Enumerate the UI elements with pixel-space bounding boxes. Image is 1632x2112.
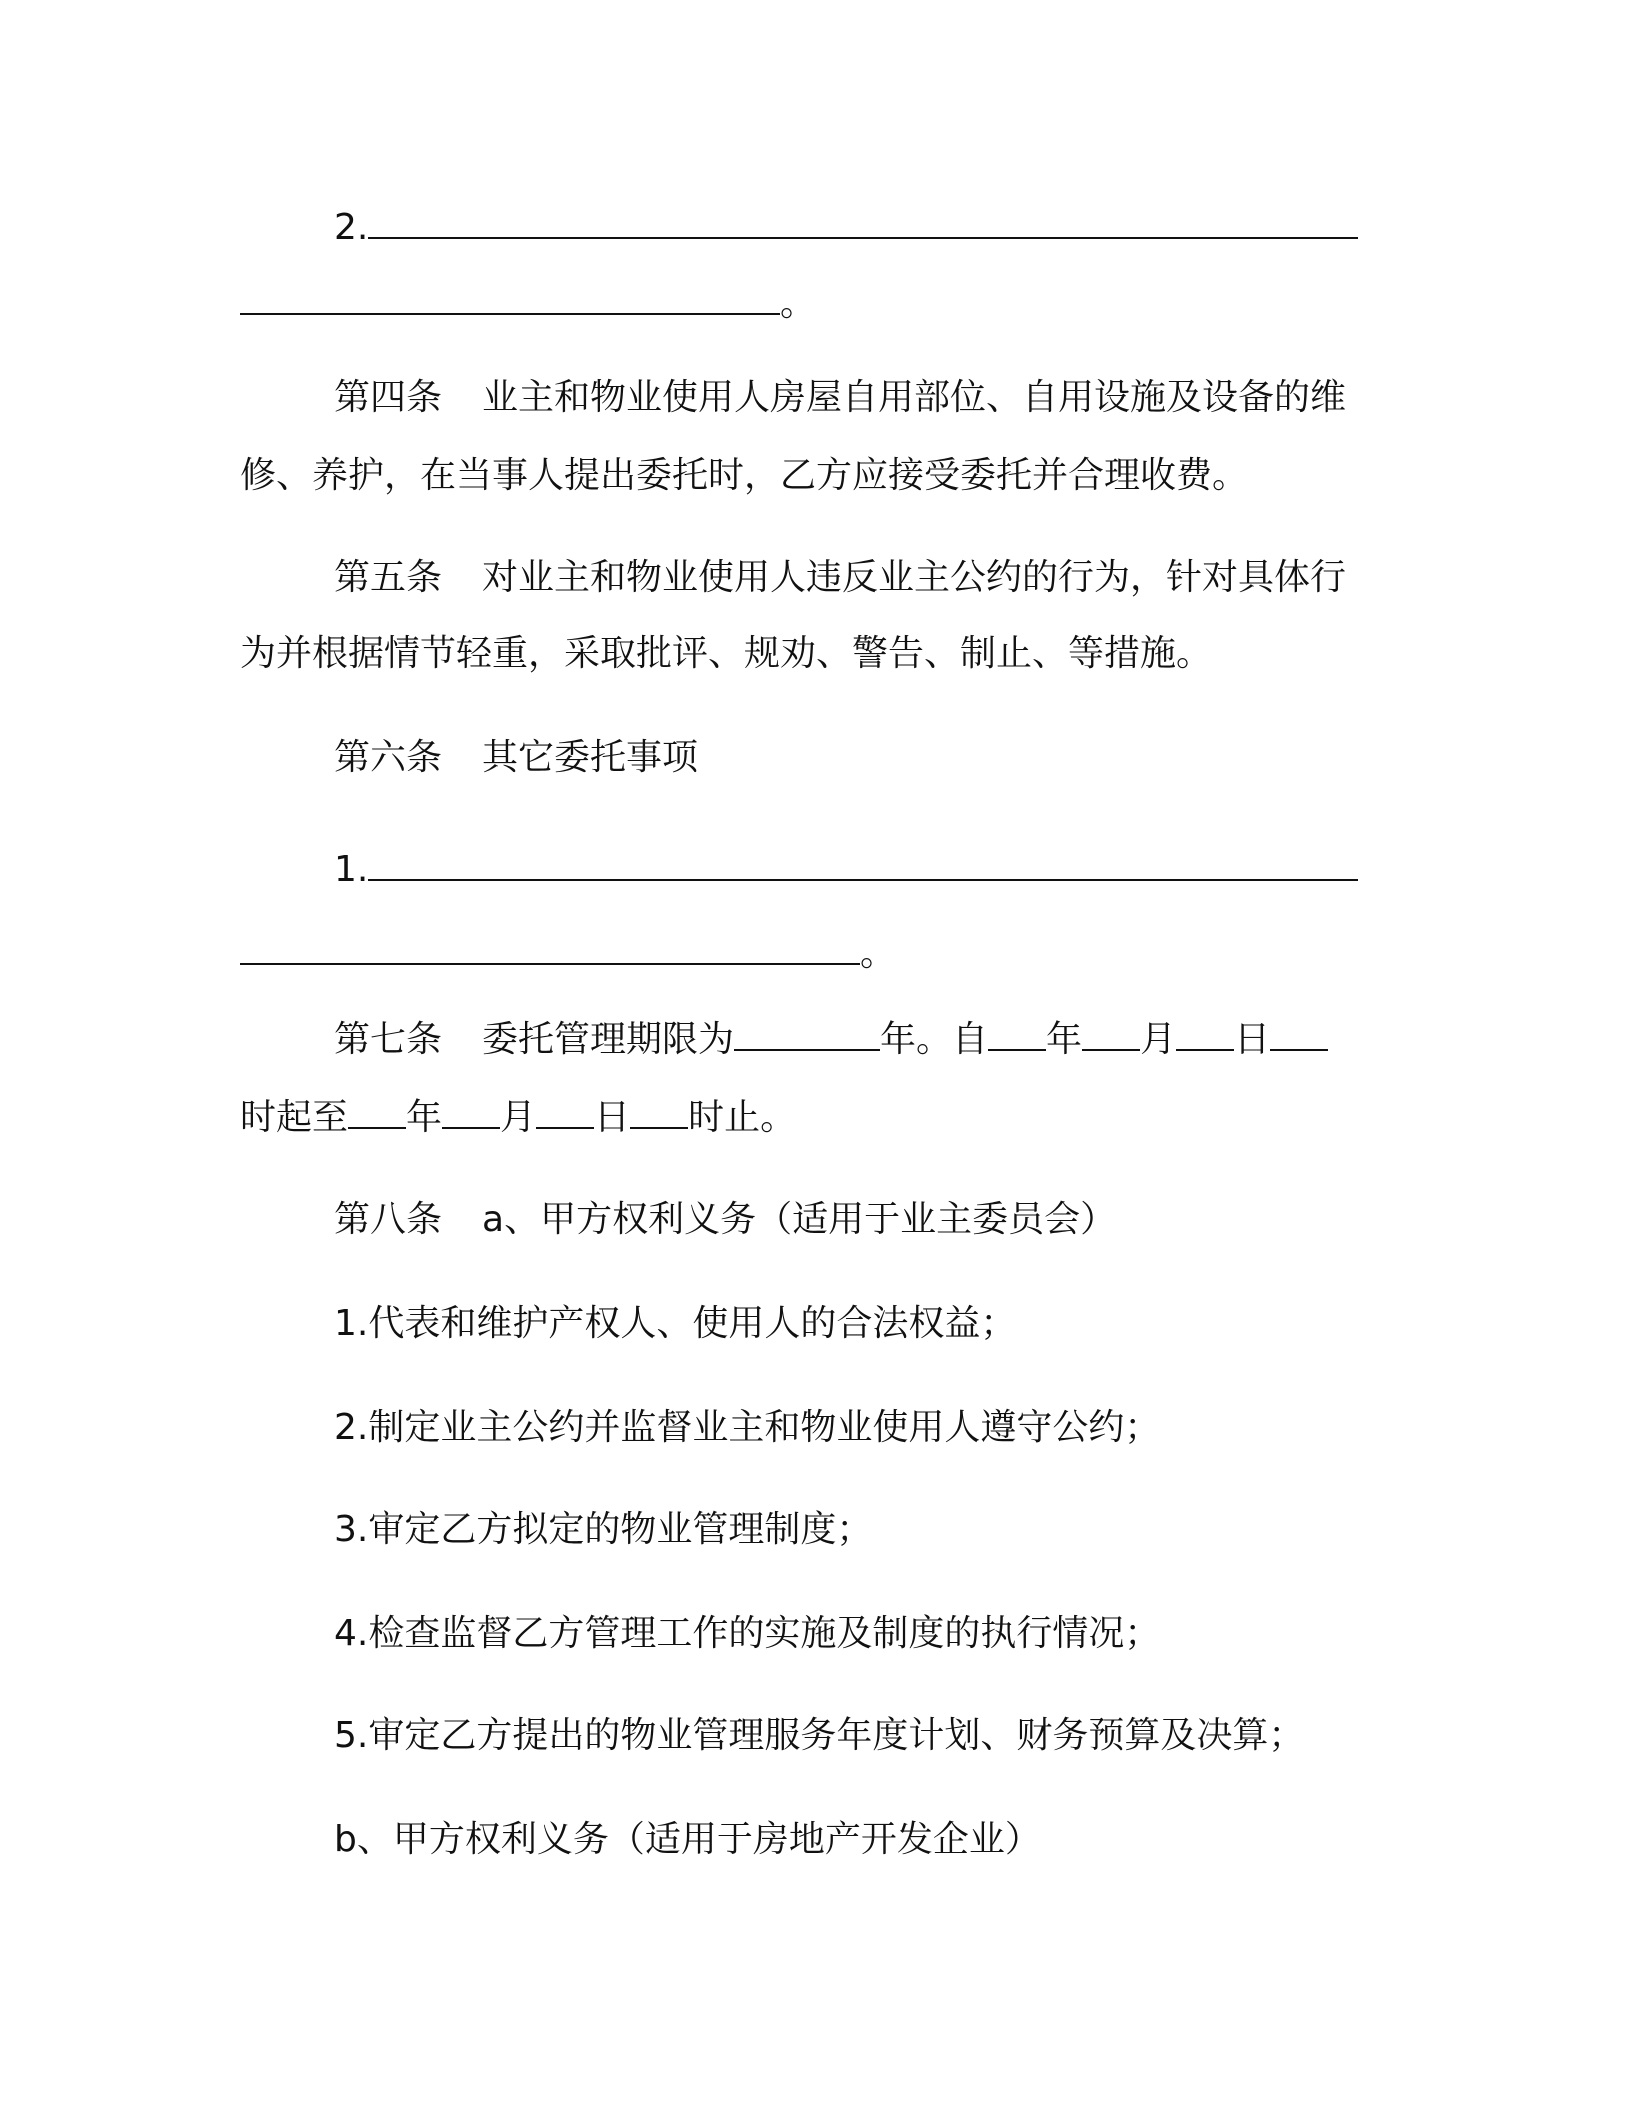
blank-field[interactable] [368, 211, 1358, 239]
article-8-item [334, 1714, 1380, 1758]
blank-field[interactable] [1270, 1023, 1328, 1051]
article-7-day1: 日 [1234, 1019, 1271, 1060]
article-7-year1: 年。自 [880, 1019, 989, 1060]
article-8-item [334, 1508, 1380, 1552]
article-8-line [334, 1198, 1380, 1242]
blank-field[interactable] [240, 287, 780, 315]
article-7-hour-to: 时止。 [688, 1097, 797, 1138]
article-8-item [334, 1406, 1380, 1450]
list-item: 2.制定业主公约并监督业主和物业使用人遵守公约； [334, 1407, 1161, 1448]
item-2-number: 2. [334, 207, 369, 248]
article-7-month2: 月 [500, 1097, 537, 1138]
article-7-year3: 年 [406, 1097, 443, 1138]
article-5-text1: 对业主和物业使用人违反业主公约的行为，针对具体行 [482, 557, 1347, 598]
item-6-1-end: 。 [860, 933, 897, 974]
blank-field[interactable] [536, 1101, 594, 1129]
article-8-title: 第八条 [334, 1199, 443, 1240]
article-8-item [334, 1612, 1380, 1656]
article-8-heading-b: b、甲方权利义务（适用于房地产开发企业） [334, 1819, 1041, 1860]
blank-field[interactable] [348, 1101, 406, 1129]
blank-field[interactable] [734, 1023, 880, 1051]
blank-field[interactable] [1176, 1023, 1234, 1051]
article-7-year2: 年 [1046, 1019, 1083, 1060]
article-5-line1 [334, 556, 1380, 600]
blank-field[interactable] [1082, 1023, 1140, 1051]
list-item: 3.审定乙方拟定的物业管理制度； [334, 1509, 873, 1550]
list-item: 4.检查监督乙方管理工作的实施及制度的执行情况； [334, 1613, 1161, 1654]
article-8-heading-b-line [334, 1818, 1380, 1862]
article-7-line2 [240, 1096, 1380, 1140]
article-5-line2 [240, 632, 1380, 676]
item-6-1-line1 [334, 848, 1380, 892]
article-8-item [334, 1302, 1380, 1346]
article-7-month1: 月 [1140, 1019, 1177, 1060]
article-6-text: 其它委托事项 [482, 737, 699, 778]
blank-field[interactable] [630, 1101, 688, 1129]
item-2-line1 [334, 206, 1380, 250]
list-item: 5.审定乙方提出的物业管理服务年度计划、财务预算及决算； [334, 1715, 1305, 1756]
blank-field[interactable] [442, 1101, 500, 1129]
article-6-title: 第六条 [334, 737, 443, 778]
blank-field[interactable] [240, 937, 860, 965]
article-7-day2: 日 [594, 1097, 631, 1138]
item-6-1-number: 1. [334, 849, 369, 890]
article-4-text1: 业主和物业使用人房屋自用部位、自用设施及设备的维 [482, 377, 1347, 418]
blank-field[interactable] [988, 1023, 1046, 1051]
article-7-line1 [334, 1018, 1380, 1062]
article-7-title: 第七条 [334, 1019, 443, 1060]
article-6-line [334, 736, 1380, 780]
article-4-text2: 修、养护，在当事人提出委托时，乙方应接受委托并合理收费。 [240, 455, 1249, 496]
article-4-title: 第四条 [334, 377, 443, 418]
list-item: 1.代表和维护产权人、使用人的合法权益； [334, 1303, 1017, 1344]
article-8-heading-a: a、甲方权利义务（适用于业主委员会） [482, 1199, 1117, 1240]
blank-field[interactable] [368, 853, 1358, 881]
article-5-title: 第五条 [334, 557, 443, 598]
item-2-line2 [240, 282, 1380, 326]
article-4-line1 [334, 376, 1380, 420]
article-5-text2: 为并根据情节轻重，采取批评、规劝、警告、制止、等措施。 [240, 633, 1213, 674]
item-2-end: 。 [780, 283, 817, 324]
article-7-hour-from: 时起至 [240, 1097, 349, 1138]
article-4-line2 [240, 454, 1380, 498]
article-7-text-a: 委托管理期限为 [482, 1019, 735, 1060]
item-6-1-line2 [240, 932, 1380, 976]
